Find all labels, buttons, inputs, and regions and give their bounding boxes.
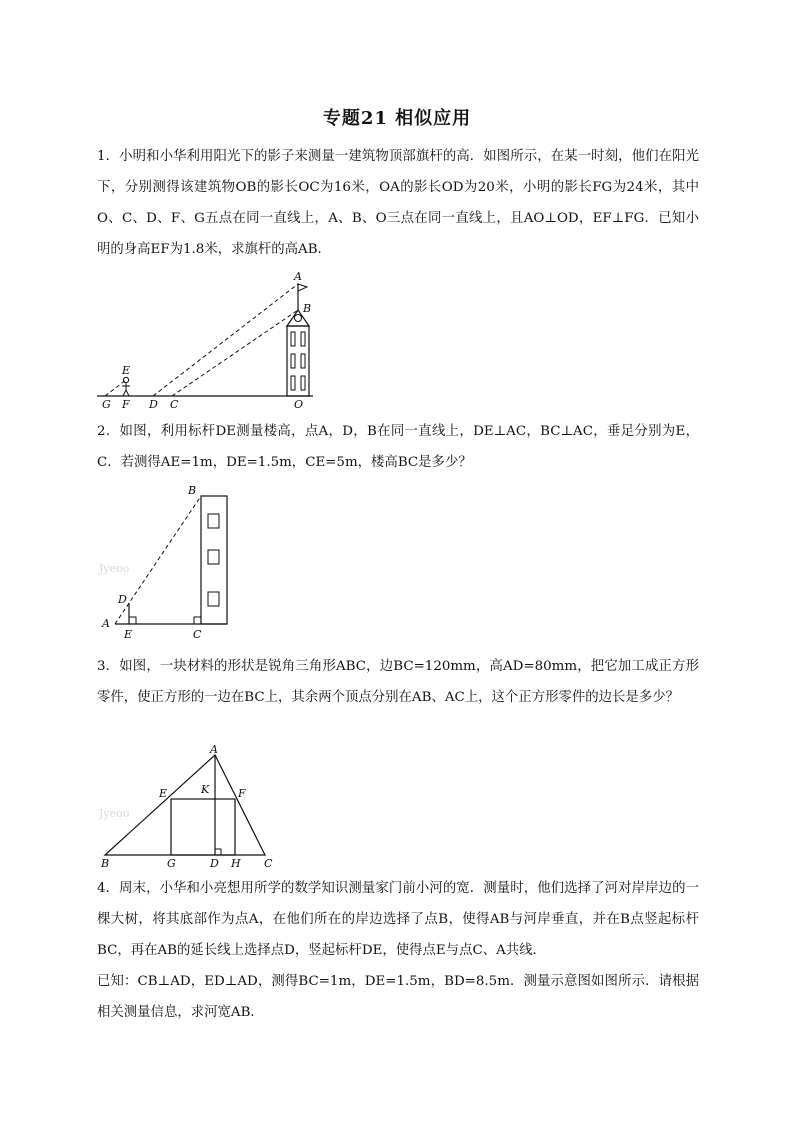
watermark: Jyeoo bbox=[99, 562, 130, 575]
label-o: O bbox=[294, 398, 304, 411]
label-f: F bbox=[122, 398, 130, 411]
problem-2-text: 2．如图，利用标杆DE测量楼高，点A，D，B在同一直线上，DE⊥AC，BC⊥AC，垂足分别为E，C．若测得AE=1m，DE=1.5m，CE=5m，楼高BC是多少？ bbox=[97, 424, 699, 470]
label-b: B bbox=[101, 857, 110, 870]
label-e: E bbox=[124, 628, 133, 641]
ray-d-a bbox=[153, 284, 298, 396]
watermark: Jyeoo bbox=[99, 807, 130, 820]
flag bbox=[298, 284, 307, 291]
label-h: H bbox=[231, 857, 241, 870]
label-c: C bbox=[170, 398, 179, 411]
label-a: A bbox=[102, 617, 110, 630]
label-d: D bbox=[118, 593, 127, 606]
right-angle-c bbox=[194, 617, 201, 624]
problem-3-text: 3．如图，一块材料的形状是锐角三角形ABC，边BC=120mm，高AD=80mm，把它加工成正方形零件，使正方形的一边在BC上，其余两个顶点分别在AB、AC上，这个正方形零件的边长是多少？ bbox=[97, 659, 699, 705]
person-ef bbox=[122, 377, 130, 396]
label-b: B bbox=[188, 484, 197, 497]
building bbox=[287, 310, 309, 396]
label-b: B bbox=[303, 302, 312, 315]
label-c: C bbox=[264, 857, 273, 870]
problem-1-text: 1．小明和小华利用阳光下的影子来测量一建筑物顶部旗杆的高．如图所示，在某一时刻，他们在阳光下，分别测得该建筑物OB的影长OC为16米，OA的影长OD为20米，小明的影长FG为24米，其中O、C、D、F、G五点在同一直线上，A、B、O三点在同一直线上，且AO⊥OD，EF⊥FG．已知小明的身高EF为1.8米，求旗杆的高AB． bbox=[97, 149, 699, 257]
problem-4-given: 已知：CB⊥AD，ED⊥AD，测得BC=1m，DE=1.5m，BD=8.5m．测量示意图如图所示．请根据相关测量信息，求河宽AB． bbox=[97, 974, 699, 1020]
window bbox=[208, 514, 219, 528]
building-bc bbox=[201, 496, 227, 624]
right-angle-e bbox=[129, 617, 136, 624]
window bbox=[208, 592, 219, 606]
label-k: K bbox=[201, 783, 210, 796]
label-d: D bbox=[210, 857, 219, 870]
page-title: 专题21 相似应用 bbox=[322, 108, 472, 129]
label-e: E bbox=[122, 364, 131, 377]
triangle-abc bbox=[105, 755, 265, 855]
ray-g-e bbox=[105, 380, 126, 396]
figure-3 bbox=[97, 745, 287, 870]
square-efhg bbox=[171, 799, 235, 855]
figure-1 bbox=[95, 270, 325, 415]
right-angle-d bbox=[215, 849, 221, 855]
window bbox=[208, 550, 219, 564]
label-f: F bbox=[238, 787, 246, 800]
label-e: E bbox=[159, 787, 168, 800]
label-g: G bbox=[167, 857, 176, 870]
label-a: A bbox=[294, 270, 302, 283]
label-c: C bbox=[193, 628, 202, 641]
ray-c-b bbox=[172, 310, 298, 396]
label-d: D bbox=[149, 398, 158, 411]
problem-4-text: 4．周末，小华和小亮想用所学的数学知识测量家门前小河的宽．测量时，他们选择了河对岸岸边的一棵大树，将其底部作为点A，在他们所在的岸边选择了点B，使得AB与河岸垂直，并在B点竖起标杆BC，再在AB的延长线上选择点D，竖起标杆DE，使得点E与点C、A共线． bbox=[97, 881, 699, 958]
figure-2 bbox=[97, 484, 247, 644]
label-a: A bbox=[210, 743, 218, 756]
label-g: G bbox=[102, 398, 111, 411]
sight-line-ab bbox=[115, 496, 201, 624]
